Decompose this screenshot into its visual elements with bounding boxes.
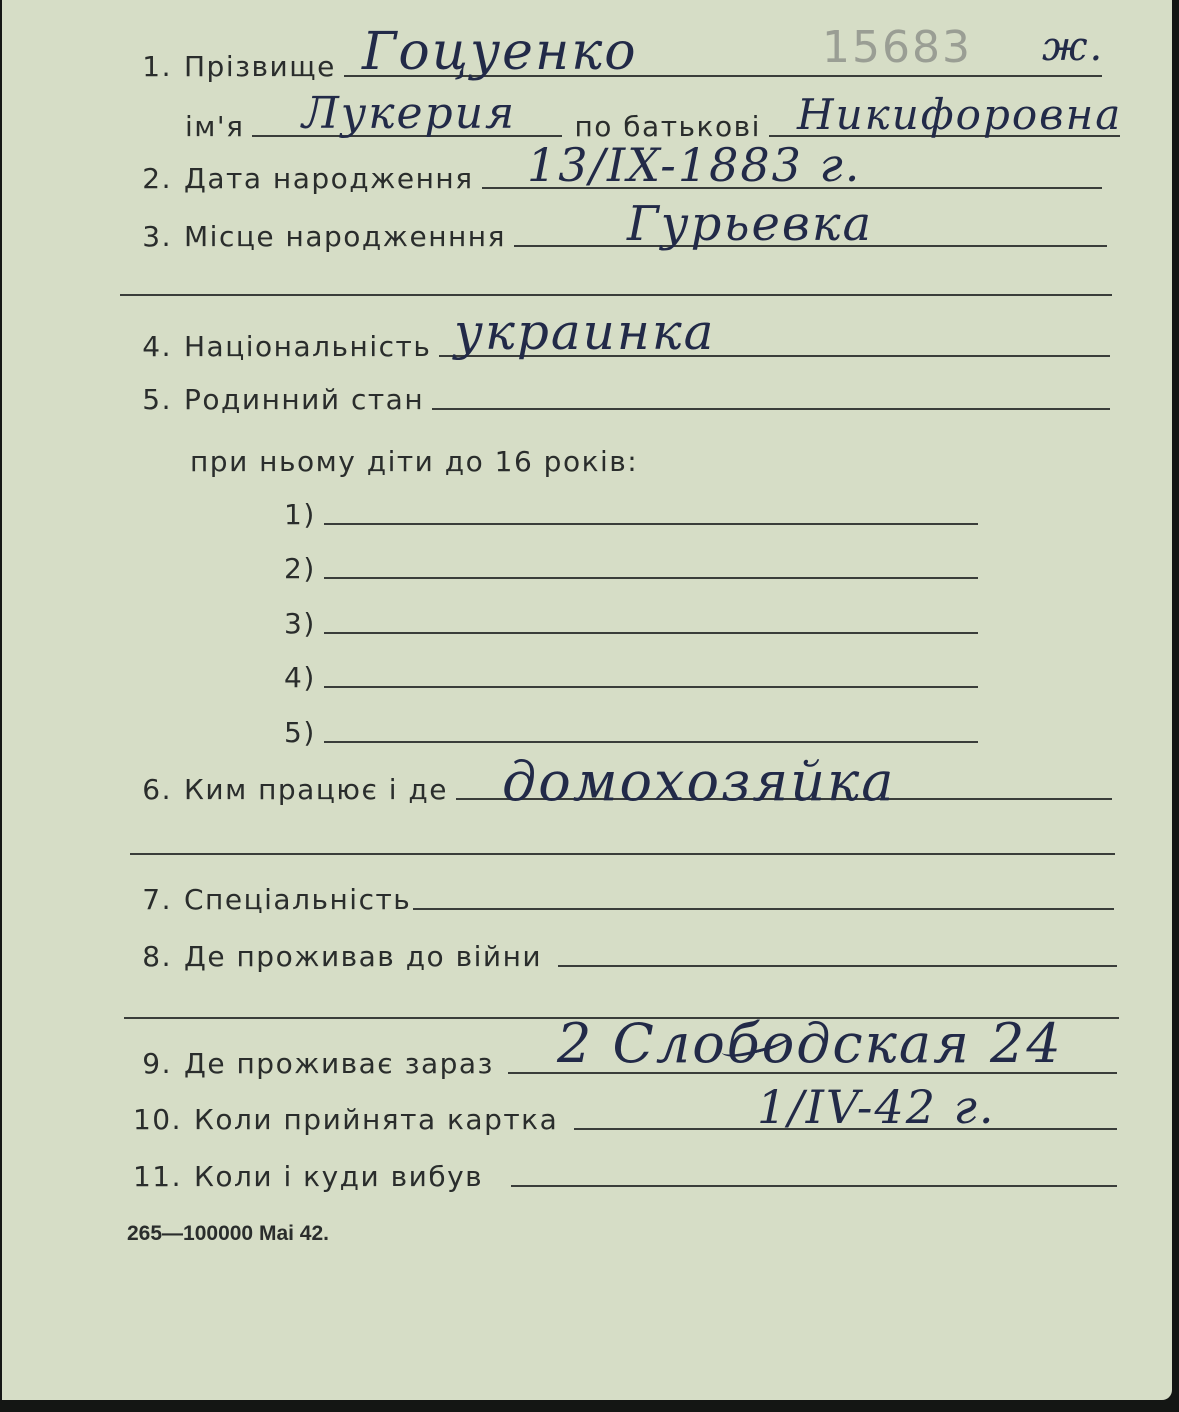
handwritten-name: Лукерия bbox=[302, 88, 517, 139]
field-label: при ньому діти до 16 років: bbox=[190, 445, 639, 478]
child-number: 3) bbox=[284, 607, 316, 640]
field-label: Коли і куди вибув bbox=[194, 1160, 484, 1193]
child-line-1 bbox=[284, 495, 978, 531]
fill-line bbox=[324, 631, 978, 634]
handwritten-nationality: украинка bbox=[454, 303, 716, 361]
handwritten-address: 2 Слободская 24 bbox=[557, 1012, 1063, 1075]
field-number: 6. bbox=[142, 773, 172, 806]
child-number: 4) bbox=[284, 661, 316, 694]
field-number: 11. bbox=[132, 1160, 182, 1193]
handwritten-surname: Гоцуенко bbox=[362, 22, 638, 82]
field-label: Спеціальність bbox=[184, 883, 412, 916]
field-number: 8. bbox=[142, 940, 172, 973]
field-number: 4. bbox=[142, 330, 172, 363]
child-number: 1) bbox=[284, 498, 316, 531]
pencil-card-number: 15683 bbox=[822, 22, 972, 73]
field-label: Прізвище bbox=[184, 50, 336, 83]
field-number: 3. bbox=[142, 220, 172, 253]
field-label: Національність bbox=[184, 330, 432, 363]
handwritten-card-date: 1/IV-42 г. bbox=[757, 1080, 996, 1134]
handwritten-birth-date: 13/IX-1883 г. bbox=[527, 138, 862, 192]
children-label bbox=[190, 440, 638, 478]
field-number: 1. bbox=[142, 50, 172, 83]
child-line-2 bbox=[284, 549, 978, 585]
fill-line bbox=[324, 685, 978, 688]
fill-line bbox=[120, 294, 1112, 296]
fill-line bbox=[324, 576, 978, 579]
field-prewar-residence bbox=[102, 935, 1117, 973]
child-line-4 bbox=[284, 658, 978, 694]
handwritten-birth-place: Гурьевка bbox=[627, 196, 874, 252]
handwritten-sex-mark: ж. bbox=[1042, 24, 1105, 70]
fill-line bbox=[324, 522, 978, 525]
field-label: Де проживав до війни bbox=[184, 940, 543, 973]
fill-line bbox=[511, 1184, 1117, 1187]
child-line-5 bbox=[284, 713, 978, 749]
field-label: Ким працює і де bbox=[184, 773, 448, 806]
registration-card bbox=[2, 0, 1172, 1400]
field-label: Родинний стан bbox=[184, 383, 425, 416]
field-label: Коли прийнята картка bbox=[194, 1103, 559, 1136]
print-code: 265—100000 Mai 42. bbox=[127, 1222, 329, 1245]
field-label: по батькові bbox=[574, 110, 761, 143]
child-line-3 bbox=[284, 604, 978, 640]
field-label: ім'я bbox=[185, 110, 245, 143]
field-label: Де проживає зараз bbox=[184, 1047, 494, 1080]
fill-line bbox=[324, 740, 978, 743]
fill-line bbox=[130, 853, 1115, 855]
handwritten-patronymic: Никифоровна bbox=[797, 90, 1123, 139]
field-label: Місце народженння bbox=[184, 220, 506, 253]
field-birth-place bbox=[102, 215, 1107, 253]
field-number: 5. bbox=[142, 383, 172, 416]
field-specialty bbox=[102, 878, 1114, 916]
fill-line bbox=[413, 907, 1114, 910]
field-number: 10. bbox=[132, 1103, 182, 1136]
field-number: 9. bbox=[142, 1047, 172, 1080]
child-number: 2) bbox=[284, 552, 316, 585]
fill-line bbox=[432, 407, 1110, 410]
field-marital-status bbox=[102, 378, 1110, 416]
child-number: 5) bbox=[284, 716, 316, 749]
field-number: 2. bbox=[142, 162, 172, 195]
handwritten-occupation: домохозяйка bbox=[502, 750, 896, 813]
fill-line bbox=[558, 964, 1117, 967]
field-number: 7. bbox=[142, 883, 172, 916]
field-departure bbox=[102, 1155, 1117, 1193]
field-label: Дата народження bbox=[184, 162, 474, 195]
